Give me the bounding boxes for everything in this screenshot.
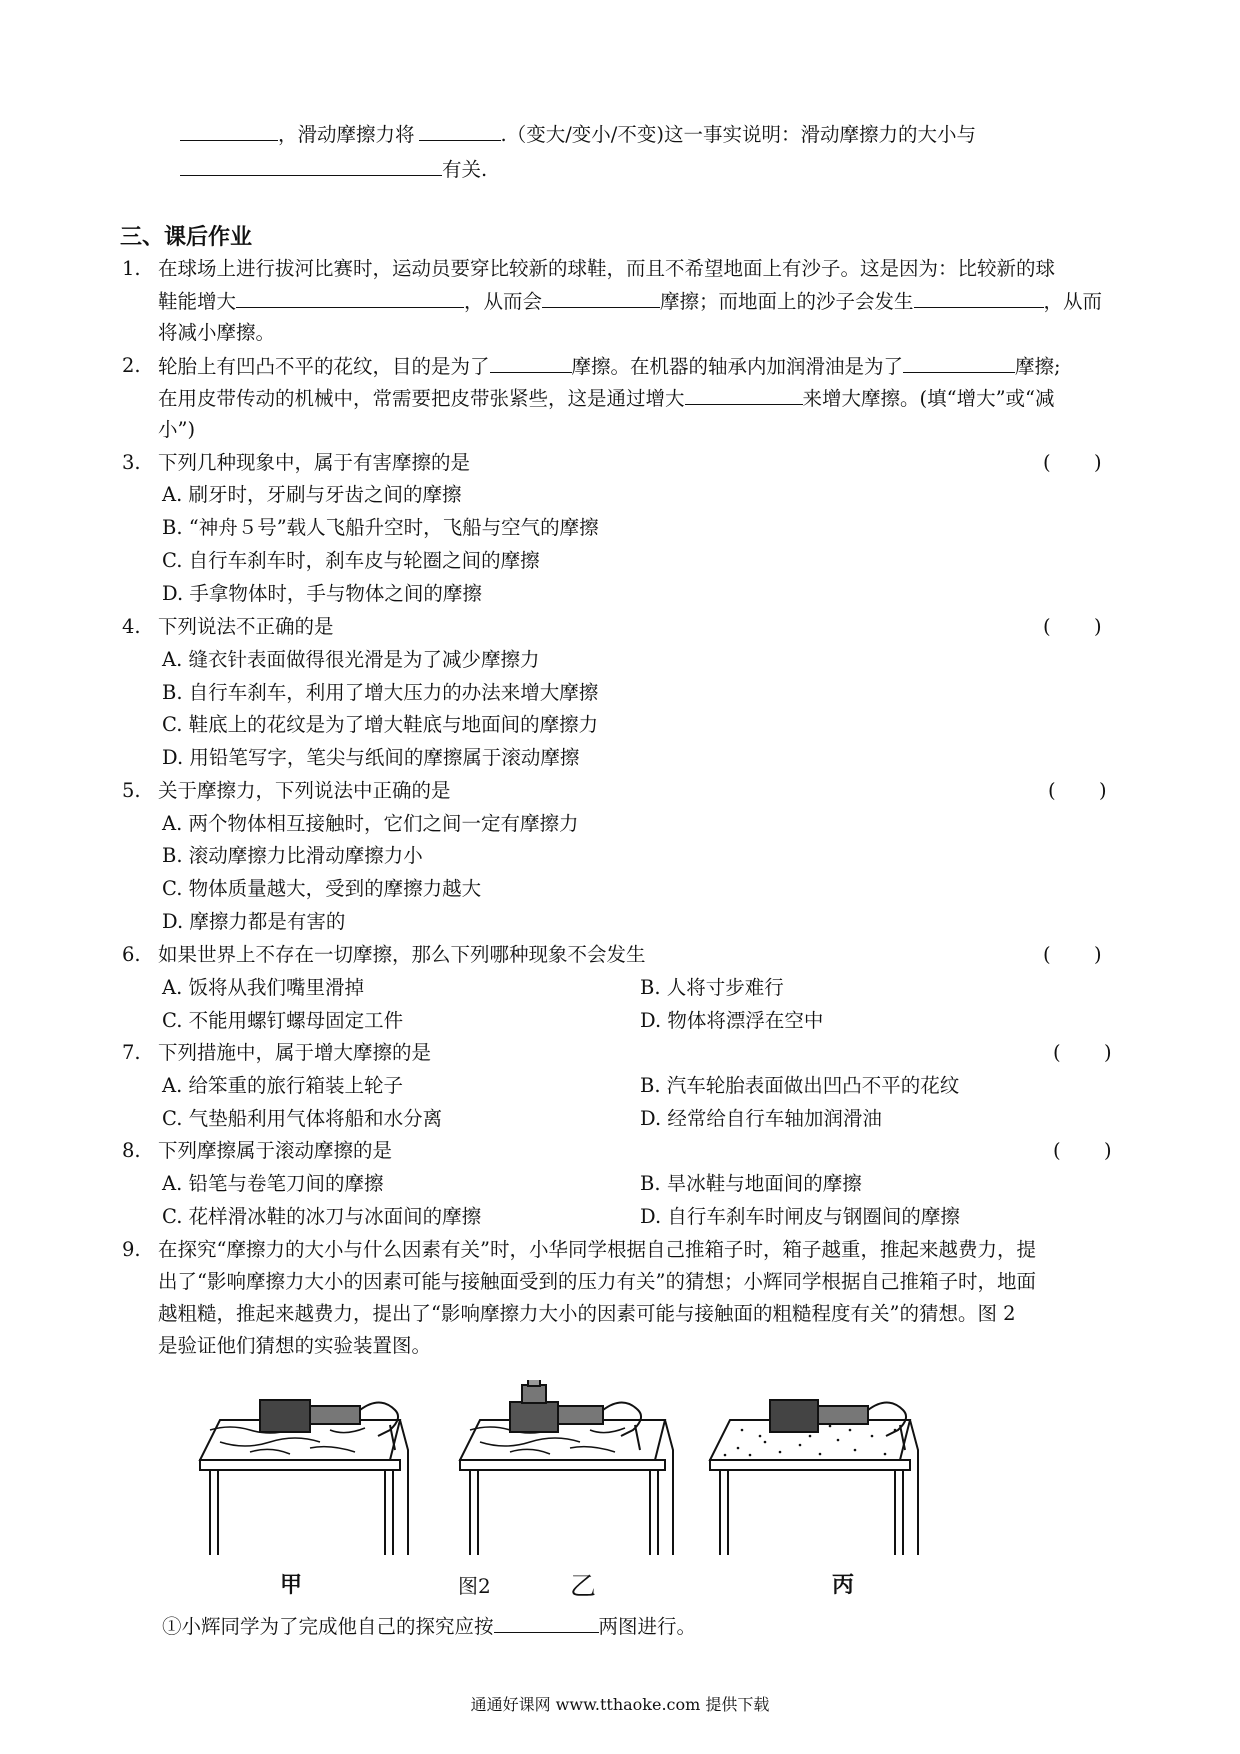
answer-blank[interactable] (419, 120, 501, 141)
answer-paren[interactable]: ( ) (1043, 615, 1102, 638)
answer-blank[interactable] (180, 155, 442, 176)
table-bing (710, 1400, 918, 1555)
q8-stem: 下列摩擦属于滚动摩擦的是 (158, 1139, 393, 1162)
answer-blank[interactable] (236, 287, 464, 308)
section-title: 三、课后作业 (120, 225, 253, 250)
table-jia (200, 1400, 408, 1555)
option-b: B. 人将寸步难行 (640, 976, 784, 999)
question-number: 4. (122, 615, 141, 638)
option-b: B. 自行车刹车，利用了增大压力的办法来增大摩擦 (162, 681, 599, 704)
q9-line-1: 在探究“摩擦力的大小与什么因素有关”时，小华同学根据自己推箱子时，箱子越重，推起来越费力，提 (158, 1238, 1036, 1261)
option-d: D. 经常给自行车轴加润滑油 (640, 1107, 882, 1130)
option-c: C. 不能用螺钉螺母固定工件 (162, 1009, 404, 1032)
option-a: A. 两个物体相互接触时，它们之间一定有摩擦力 (162, 812, 579, 835)
q2-line-3: 小”) (158, 418, 196, 441)
figure-label-bing: 丙 (832, 1572, 855, 1598)
q2-line-1: 轮胎上有凹凸不平的花纹，目的是为了 摩擦。在机器的轴承内加润滑油是为了 摩擦; (158, 352, 1061, 381)
q4-stem: 下列说法不正确的是 (158, 615, 334, 638)
figure-label-yi: 乙 (570, 1572, 597, 1602)
question-number: 2. (122, 354, 141, 377)
question-number: 9. (122, 1238, 141, 1261)
option-b: B. 滚动摩擦力比滑动摩擦力小 (162, 844, 423, 867)
question-number: 1. (122, 257, 141, 280)
option-c: C. 物体质量越大，受到的摩擦力越大 (162, 877, 482, 900)
continuation-line-1: ，滑动摩擦力将 .（变大/变小/不变)这一事实说明：滑动摩擦力的大小与 (180, 120, 976, 149)
answer-blank[interactable] (180, 120, 278, 141)
option-a: A. 饭将从我们嘴里滑掉 (162, 976, 364, 999)
answer-blank[interactable] (903, 352, 1015, 373)
answer-paren[interactable]: ( ) (1053, 1139, 1112, 1162)
q6-stem: 如果世界上不存在一切摩擦，那么下列哪种现象不会发生 (158, 943, 646, 966)
question-number: 8. (122, 1139, 141, 1162)
answer-blank[interactable] (542, 287, 660, 308)
option-b: B. 旱冰鞋与地面间的摩擦 (640, 1172, 862, 1195)
option-d: D. 用铅笔写字，笔尖与纸间的摩擦属于滚动摩擦 (162, 746, 580, 769)
answer-blank[interactable] (685, 384, 803, 405)
table-yi (460, 1380, 673, 1555)
option-d: D. 自行车刹车时闸皮与钢圈间的摩擦 (640, 1205, 960, 1228)
option-d: D. 摩擦力都是有害的 (162, 910, 346, 933)
q1-line-3: 将减小摩擦。 (158, 321, 276, 344)
continuation-line-2: 有关. (180, 155, 487, 184)
option-d: D. 物体将漂浮在空中 (640, 1009, 824, 1032)
answer-paren[interactable]: ( ) (1043, 451, 1102, 474)
q9-line-4: 是验证他们猜想的实验装置图。 (158, 1334, 432, 1357)
q9-sub-question-1: ①小辉同学为了完成他自己的探究应按 两图进行。 (162, 1612, 696, 1641)
question-number: 6. (122, 943, 141, 966)
answer-blank[interactable] (490, 352, 572, 373)
q5-stem: 关于摩擦力，下列说法中正确的是 (158, 779, 451, 802)
q9-line-2: 出了“影响摩擦力大小的因素可能与接触面受到的压力有关”的猜想；小辉同学根据自己推箱子时，地面 (158, 1270, 1036, 1293)
option-c: C. 气垫船利用气体将船和水分离 (162, 1107, 443, 1130)
option-b: B. 汽车轮胎表面做出凹凸不平的花纹 (640, 1074, 960, 1097)
answer-paren[interactable]: ( ) (1053, 1041, 1112, 1064)
option-d: D. 手拿物体时，手与物体之间的摩擦 (162, 582, 482, 605)
option-a: A. 铅笔与卷笔刀间的摩擦 (162, 1172, 384, 1195)
question-number: 3. (122, 451, 141, 474)
figure-label-jia: 甲 (280, 1572, 303, 1598)
experiment-figure (190, 1380, 1050, 1610)
option-b: B. “神舟５号”载人飞船升空时，飞船与空气的摩擦 (162, 516, 599, 539)
answer-paren[interactable]: ( ) (1043, 943, 1102, 966)
option-c: C. 鞋底上的花纹是为了增大鞋底与地面间的摩擦力 (162, 713, 599, 736)
q3-stem: 下列几种现象中，属于有害摩擦的是 (158, 451, 471, 474)
option-a: A. 缝衣针表面做得很光滑是为了减少摩擦力 (162, 648, 540, 671)
question-number: 7. (122, 1041, 141, 1064)
answer-paren[interactable]: ( ) (1048, 779, 1107, 802)
answer-blank[interactable] (494, 1612, 599, 1633)
option-a: A. 给笨重的旅行箱装上轮子 (162, 1074, 403, 1097)
option-c: C. 自行车刹车时，刹车皮与轮圈之间的摩擦 (162, 549, 540, 572)
option-a: A. 刷牙时，牙刷与牙齿之间的摩擦 (162, 483, 462, 506)
figure-caption: 图2 (458, 1574, 491, 1598)
q7-stem: 下列措施中，属于增大摩擦的是 (158, 1041, 432, 1064)
question-number: 5. (122, 779, 141, 802)
answer-blank[interactable] (914, 287, 1044, 308)
option-c: C. 花样滑冰鞋的冰刀与冰面间的摩擦 (162, 1205, 482, 1228)
q1-line-1: 在球场上进行拔河比赛时，运动员要穿比较新的球鞋，而且不希望地面上有沙子。这是因为：比较新的球 (158, 257, 1056, 280)
q9-line-3: 越粗糙，推起来越费力，提出了“影响摩擦力大小的因素可能与接触面的粗糙程度有关”的猜想。图 2 (158, 1302, 1016, 1325)
footer: 通通好课网 www.tthaoke.com 提供下载 (470, 1695, 770, 1714)
q2-line-2: 在用皮带传动的机械中，常需要把皮带张紧些，这是通过增大 来增大摩擦。(填“增大”或“减 (158, 384, 1055, 413)
q1-line-2: 鞋能增大 ，从而会 摩擦；而地面上的沙子会发生 ，从而 (158, 287, 1102, 316)
